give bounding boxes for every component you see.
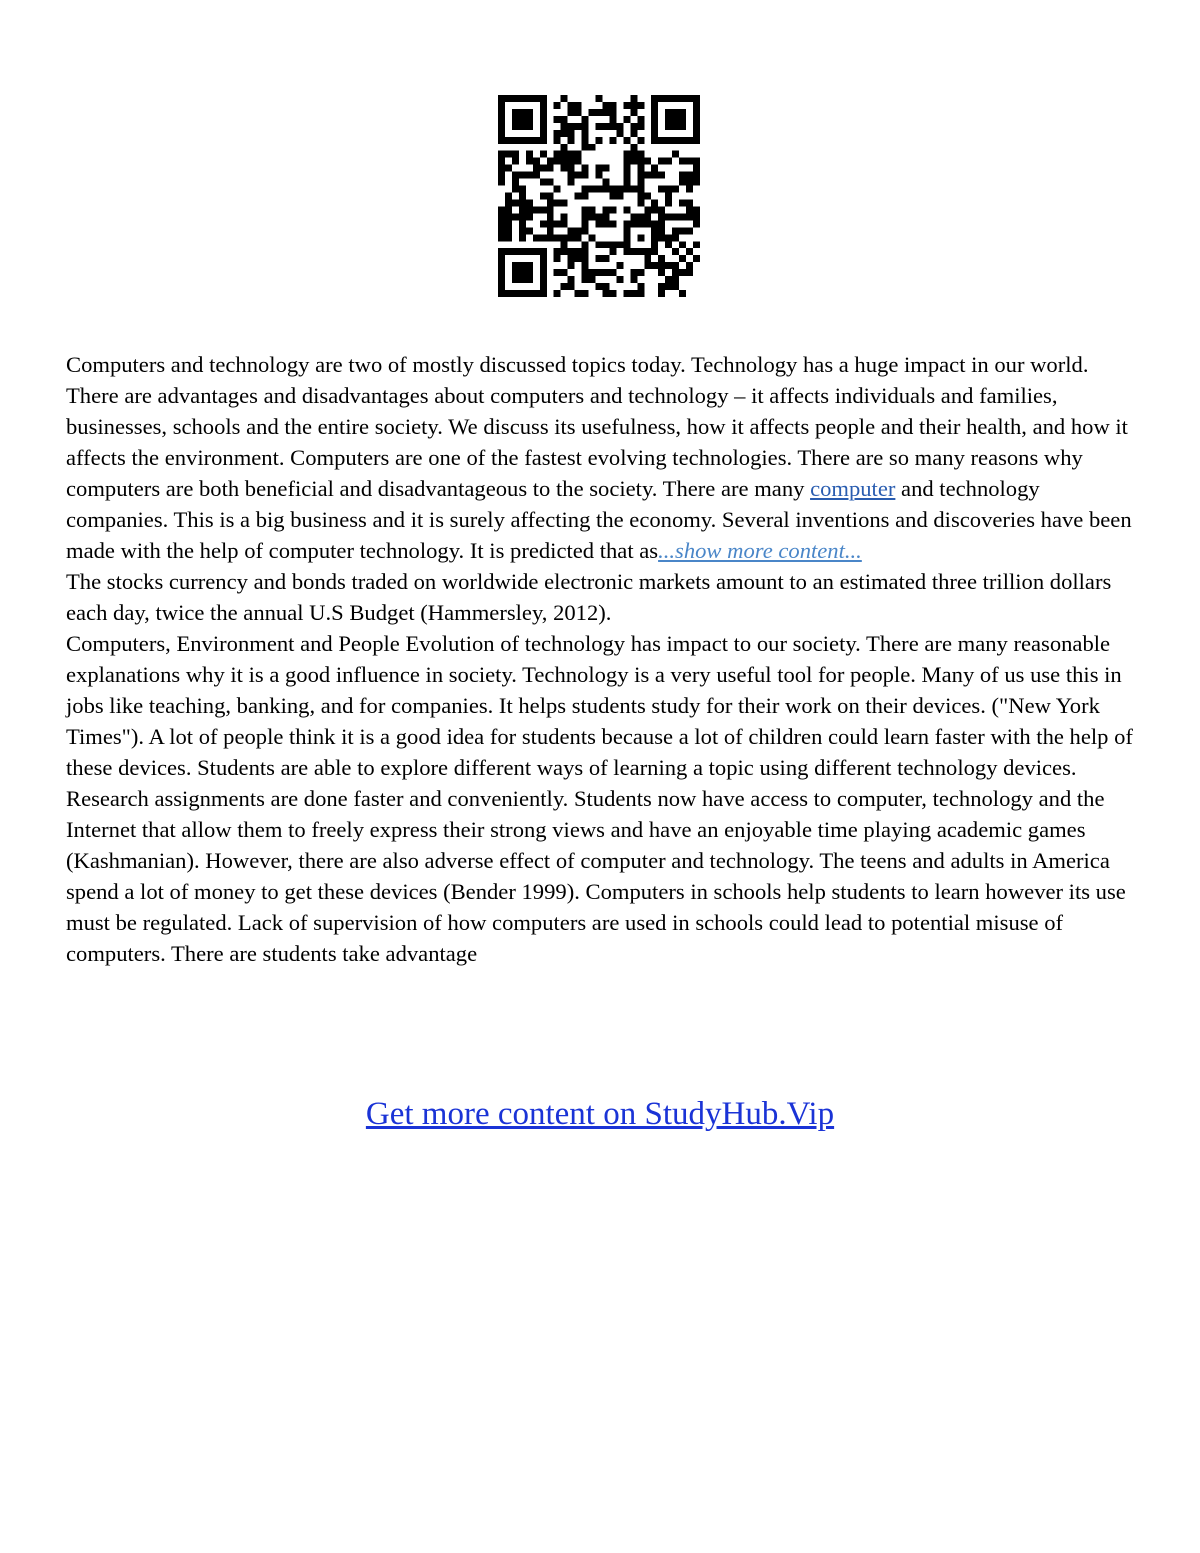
article-body [66, 349, 1138, 969]
qr-code-icon [498, 95, 700, 297]
paragraph-3: Computers, Environment and People Evolution of technology has impact to our society. There are many reasonable explanations why it is a good influence in society. Technology is a very useful tool for people. Many of us use this in jobs like teaching, banking, and for companies. It helps students study for their work on their devices. ("New York Times"). A lot of people think it is a good idea for students because a lot of children could learn faster with the help of these devices. Students are able to explore different ways of learning a topic using different technology devices. Research assignments are done faster and conveniently. Students now have access to computer, technology and the Internet that allow them to freely express their strong views and have an enjoyable time playing academic games (Kashmanian). However, there are also adverse effect of computer and technology. The teens and adults in America spend a lot of money to get these devices (Bender 1999). Computers in schools help students to learn however its use must be regulated. Lack of supervision of how computers are used in schools could lead to potential misuse of computers. There are students take advantage [66, 631, 1133, 966]
paragraph-1-text-end: and technology companies. This is a big business and it is surely affecting the economy. Several inventions and discoveries have been made with the help of computer technology. It is predicted that as [66, 476, 1132, 563]
get-more-content-link[interactable]: Get more content on StudyHub.Vip [365, 1096, 835, 1132]
show-more-content-link[interactable]: ...show more content... [658, 538, 862, 563]
footer [0, 1094, 1200, 1134]
paragraph-2: The stocks currency and bonds traded on worldwide electronic markets amount to an estimated three trillion dollars each day, twice the annual U.S Budget (Hammersley, 2012). [66, 569, 1112, 625]
computer-link[interactable]: computer [810, 476, 896, 501]
paragraph-1-text-start: Computers and technology are two of mostly discussed topics today. Technology has a huge impact in our world. There are advantages and disadvantages about computers and technology – it affects individuals and families, businesses, schools and the entire society. We discuss its usefulness, how it affects people and their health, and how it affects the environment. Computers are one of the fastest evolving technologies. There are so many reasons why computers are both beneficial and disadvantageous to the society. There are many [66, 352, 1128, 501]
paragraph-1 [66, 349, 1138, 566]
